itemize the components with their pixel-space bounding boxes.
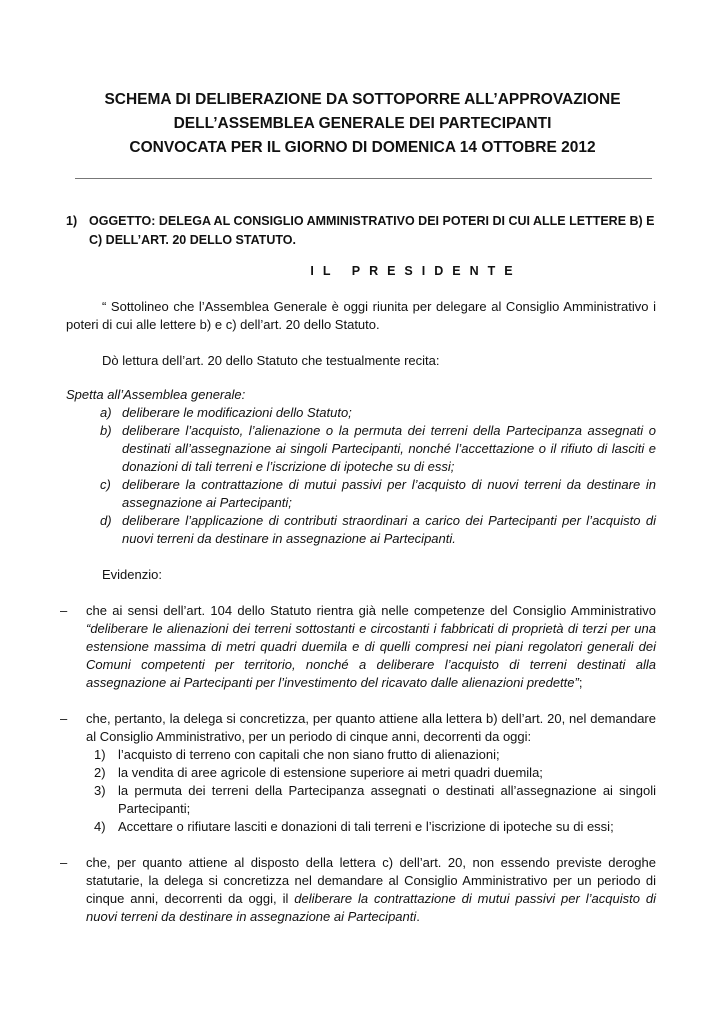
list-marker: 3) <box>94 783 106 798</box>
list-text: deliberare le modificazioni dello Statuto; <box>122 405 352 420</box>
document-body <box>60 212 656 926</box>
title-divider <box>75 178 652 179</box>
list-item <box>66 422 656 476</box>
list-text: la vendita di aree agricole di estensione superiore ai metri quadri duemila; <box>118 765 543 780</box>
list-text: deliberare l’acquisto, l’alienazione o la permuta dei terreni della Partecipanza assegnati o destinati all’assegnazione ai singoli Partecipanti, nonché l’accettazione o il rifiuto di lasciti e donazioni di tali terreni e l’iscrizione di ipoteche su di essi; <box>122 423 656 474</box>
list-marker: d) <box>100 513 112 528</box>
president-heading: IL PRESIDENTE <box>310 264 522 278</box>
list-item <box>86 818 656 836</box>
reading-paragraph: Dò lettura dell’art. 20 dello Statuto che testualmente recita: <box>102 353 440 368</box>
list-item <box>86 746 656 764</box>
subject-heading <box>66 212 656 250</box>
subject-text: OGGETTO: DELEGA AL CONSIGLIO AMMINISTRATIVO DEI POTERI DI CUI ALLE LETTERE B) E C) DELL’ART. 20 DELLO STATUTO. <box>89 214 655 247</box>
evidenzio-label: Evidenzio: <box>102 567 162 582</box>
list-text: la permuta dei terreni della Partecipanza assegnati o destinati all’assegnazione ai singoli Partecipanti; <box>118 783 656 816</box>
document-title <box>60 88 665 160</box>
title-line-1: SCHEMA DI DELIBERAZIONE DA SOTTOPORRE ALL’APPROVAZIONE <box>104 91 621 108</box>
article-heading: Spetta all’Assemblea generale: <box>66 387 246 402</box>
list-item <box>86 782 656 818</box>
title-line-3: CONVOCATA PER IL GIORNO DI DOMENICA 14 OTTOBRE 2012 <box>129 139 596 156</box>
list-item <box>66 512 656 548</box>
delegation-list <box>86 746 656 836</box>
list-text: deliberare la contrattazione di mutui passivi per l’acquisto di nuovi terreni da destinare in assegnazione ai Partecipanti; <box>122 477 656 510</box>
subject-number: 1) <box>66 214 78 228</box>
intro-paragraph: “ Sottolineo che l’Assemblea Generale è oggi riunita per delegare al Consiglio Amministrativo i poteri di cui alle lettere b) e c) dell’art. 20 dello Statuto. <box>66 299 656 332</box>
bullet-letter-c <box>60 854 656 926</box>
list-item <box>86 764 656 782</box>
article-20-list <box>66 404 656 548</box>
list-marker: 1) <box>94 747 106 762</box>
list-marker: a) <box>100 405 112 420</box>
list-marker: b) <box>100 423 112 438</box>
title-line-2: DELL’ASSEMBLEA GENERALE DEI PARTECIPANTI <box>173 115 552 132</box>
bullet-letter-b <box>60 710 656 836</box>
list-text: Accettare o rifiutare lasciti e donazioni di tali terreni e l’iscrizione di ipoteche su di essi; <box>118 819 614 834</box>
dash-marker: – <box>60 603 68 618</box>
list-item <box>66 476 656 512</box>
list-item <box>66 404 656 422</box>
list-text: l’acquisto di terreno con capitali che non siano frutto di alienazioni; <box>118 747 500 762</box>
bullet-art-104 <box>60 602 656 692</box>
statute-quote: “deliberare le alienazioni dei terreni sottostanti e circostanti i fabbricati di proprietà di terzi per una estensione massima di metri quadri duemila e di quelli compresi nei piani regolatori generali dei Comuni competenti per territorio, nonché a deliberare l’acquisto di terreni destinati alla assegnazione ai Partecipanti per l’investimento del ricavato dalle alienazioni predette” <box>86 621 656 690</box>
bullet-text: che, pertanto, la delega si concretizza, per quanto attiene alla lettera b) dell’art. 20, nel demandare al Consiglio Amministrativo, per un periodo di cinque anni, decorrenti da oggi: <box>86 711 656 744</box>
list-text: deliberare l’applicazione di contributi straordinari a carico dei Partecipanti per l’acquisto di nuovi terreni da destinare in assegnazione ai Partecipanti. <box>122 513 656 546</box>
list-marker: c) <box>100 477 111 492</box>
dash-marker: – <box>60 711 68 726</box>
bullet-text: che, per quanto attiene al disposto della lettera c) dell’art. 20, non essendo previste deroghe statutarie, la delega si concretizza nel demandare al Consiglio Amministrativo per un periodo di cinque anni, decorrenti da oggi, il deliberare la contrattazione di mutui passivi per l’acquisto di nuovi terreni da destinare in assegnazione ai Partecipanti. <box>86 855 656 924</box>
list-marker: 4) <box>94 819 106 834</box>
delegation-quote: deliberare la contrattazione di mutui passivi per l’acquisto di nuovi terreni da destinare in assegnazione ai Partecipanti <box>86 891 656 924</box>
list-marker: 2) <box>94 765 106 780</box>
dash-marker: – <box>60 855 68 870</box>
bullet-text: che ai sensi dell’art. 104 dello Statuto rientra già nelle competenze del Consiglio Amministrativo “deliberare le alienazioni dei terreni sottostanti e circostanti i fabbricati di proprietà di terzi per una estensione massima di metri quadri duemila e di quelli compresi nei piani regolatori generali dei Comuni competenti per territorio, nonché a deliberare l’acquisto di terreni destinati alla assegnazione ai Partecipanti per l’investimento del ricavato dalle alienazioni predette”; <box>86 603 656 690</box>
